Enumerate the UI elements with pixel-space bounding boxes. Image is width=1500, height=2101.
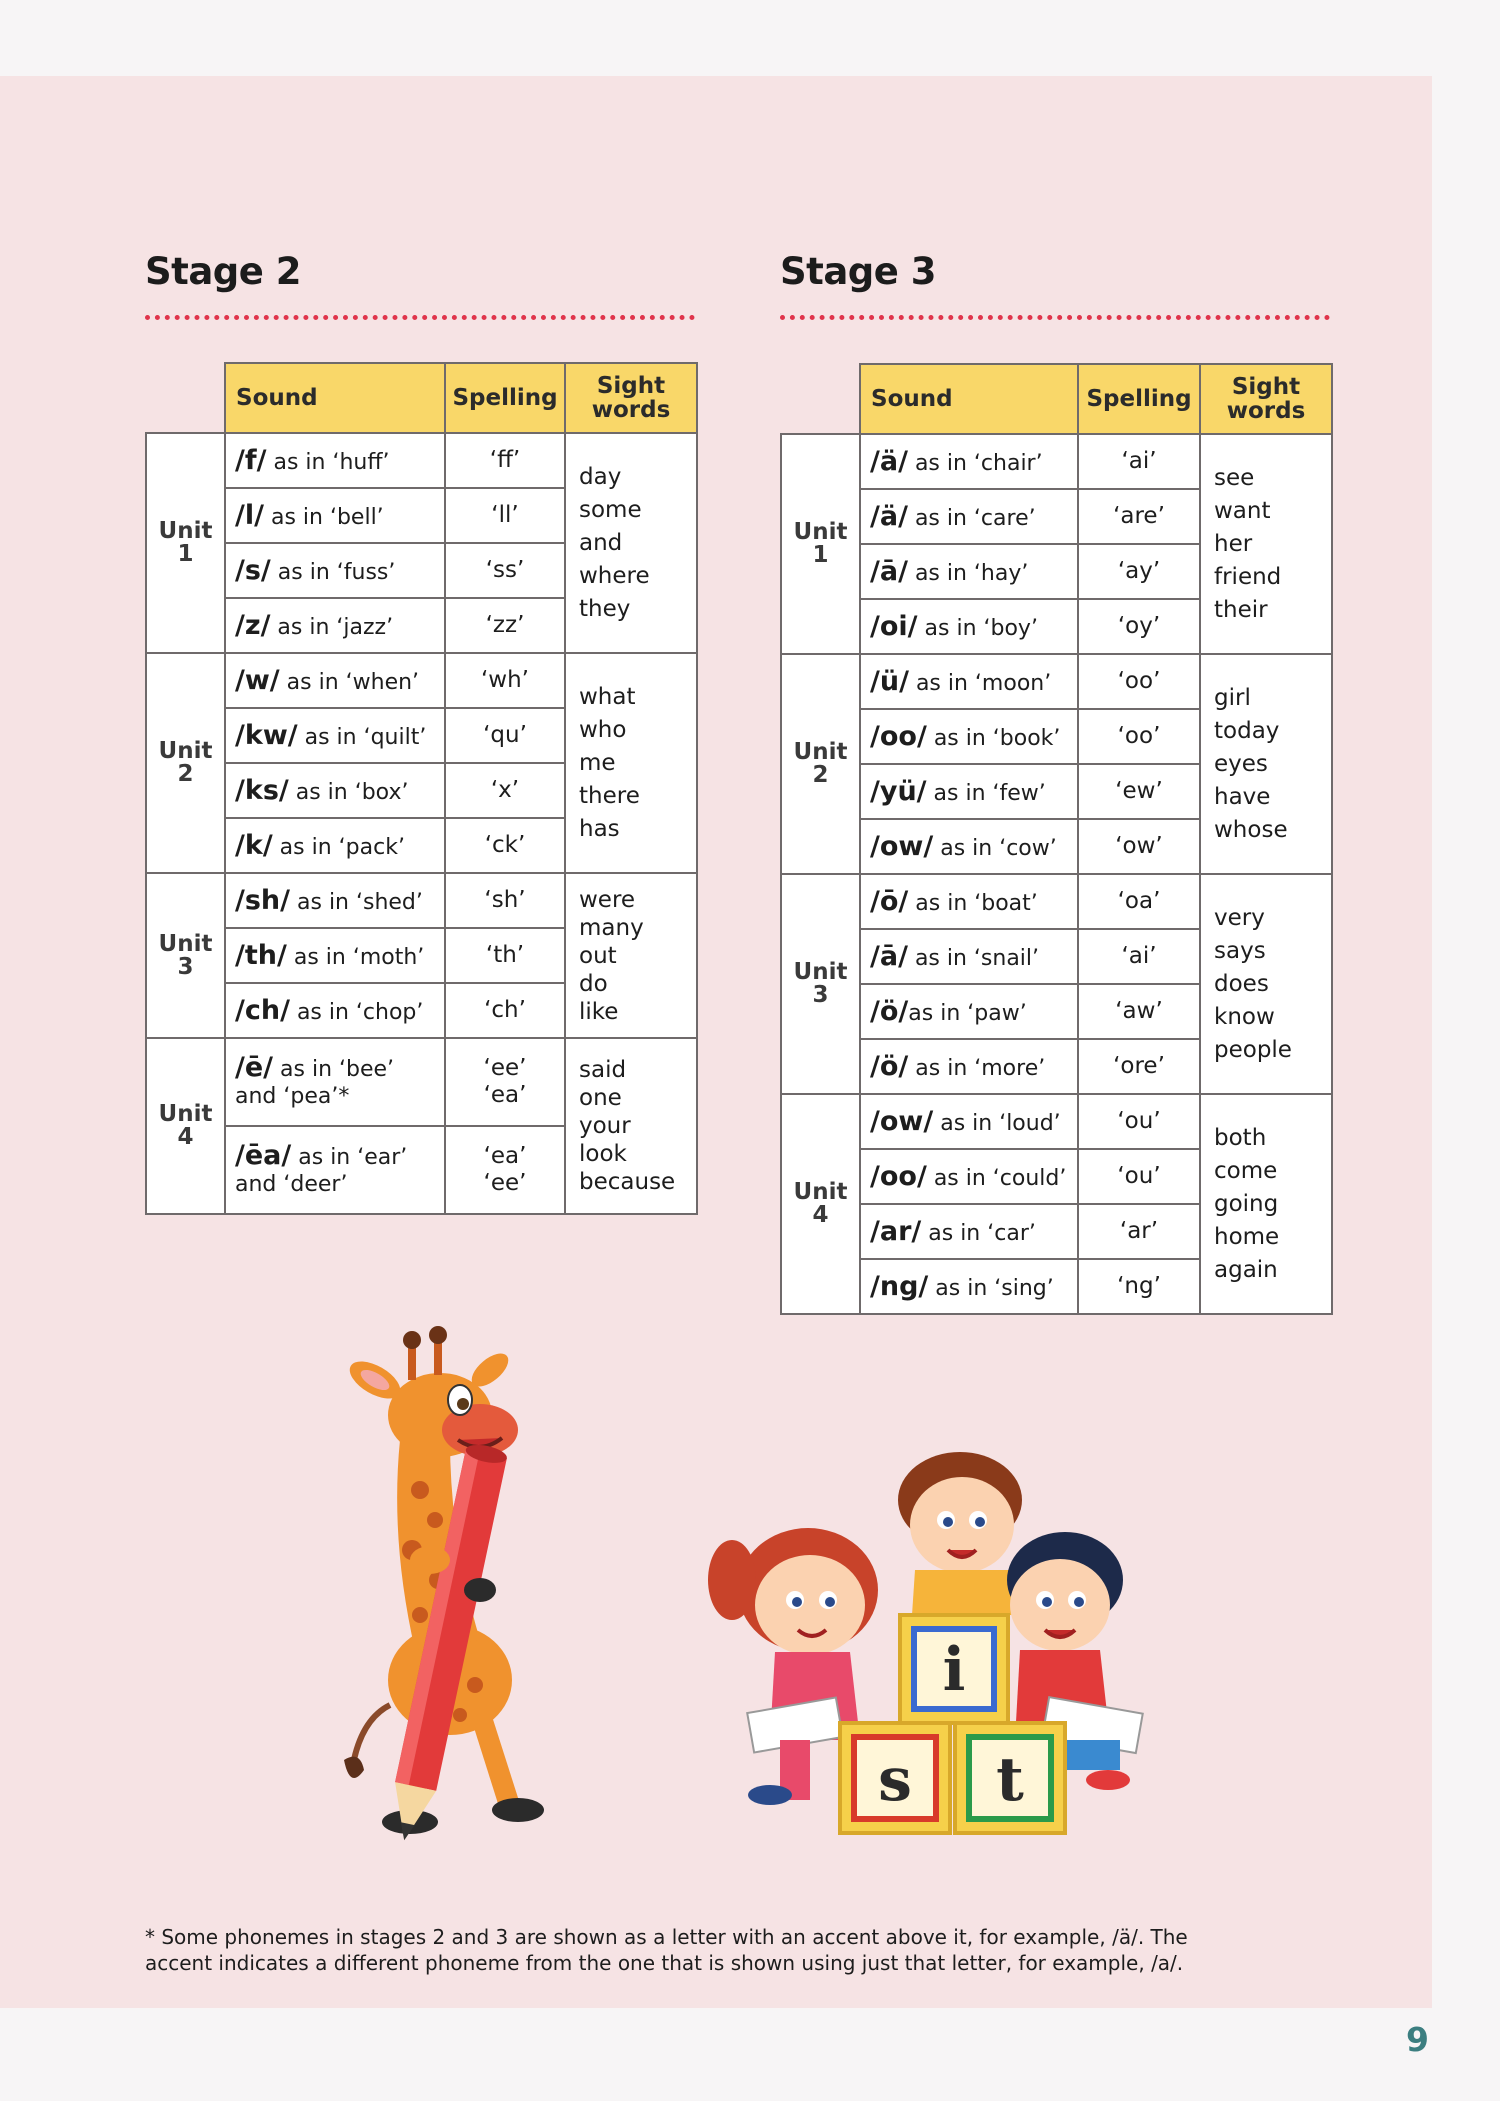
- unit-number: 1: [177, 541, 194, 567]
- letter-block-t: [955, 1723, 1065, 1833]
- table-row: [781, 1094, 1332, 1149]
- spelling: ‘x’: [490, 777, 520, 803]
- header-sound: Sound: [225, 363, 445, 433]
- example-word: as in ‘book’: [926, 726, 1061, 751]
- phoneme-text: /ō/: [870, 886, 909, 917]
- spelling: ‘ng’: [1117, 1273, 1161, 1299]
- spelling: ‘ea’: [483, 1143, 527, 1169]
- header-blank-cell: [781, 364, 860, 434]
- example-word: as in ‘paw’: [908, 1001, 1027, 1026]
- spelling-cell: [1078, 434, 1200, 489]
- phoneme-text: /oo/: [870, 1161, 927, 1192]
- spelling-cell: [445, 653, 565, 708]
- spelling: ‘ou’: [1117, 1163, 1161, 1189]
- sight-words-cell: [1200, 1094, 1332, 1314]
- sound-cell: [860, 709, 1078, 764]
- unit-label: Unit: [158, 930, 213, 957]
- spelling-cell: [445, 1038, 565, 1126]
- phoneme-text: /ēa/: [235, 1140, 292, 1171]
- spelling-cell: [445, 818, 565, 873]
- spelling: ‘ee’: [483, 1055, 527, 1081]
- spelling-cell: [1078, 1039, 1200, 1094]
- unit-label: Unit: [793, 519, 848, 545]
- phoneme: [870, 886, 908, 917]
- phoneme-text: /kw/: [235, 720, 298, 751]
- phoneme-text: /oo/: [870, 721, 927, 752]
- spelling-2: ‘ea’: [483, 1082, 527, 1108]
- sight-word: her: [1214, 530, 1253, 557]
- sight-word: where: [579, 562, 650, 589]
- header-spelling: Spelling: [1078, 364, 1200, 434]
- example-word: as in ‘could’: [926, 1166, 1067, 1191]
- sight-word: see: [1214, 464, 1255, 491]
- sound-cell: [860, 819, 1078, 874]
- sight-word: their: [1214, 596, 1268, 623]
- phoneme-text: /ks/: [235, 775, 289, 806]
- spelling-cell: [1078, 764, 1200, 819]
- sight-word: both: [1214, 1124, 1267, 1151]
- example-word: as in ‘moon’: [908, 671, 1052, 696]
- sight-word: come: [1214, 1157, 1278, 1184]
- sound-cell: [225, 873, 445, 928]
- spelling-cell: [1078, 874, 1200, 929]
- example-word: as in ‘chop’: [289, 1000, 424, 1025]
- footnote: [145, 1924, 1305, 1976]
- block-letter-i: i: [942, 1635, 966, 1705]
- unit-label: Unit: [158, 518, 213, 544]
- sight-word: want: [1214, 497, 1271, 524]
- example-word: as in ‘quilt’: [297, 725, 427, 750]
- phoneme-text: /z/: [235, 610, 271, 641]
- spelling: ‘ff’: [489, 447, 521, 473]
- phoneme-text: /yü/: [870, 776, 927, 807]
- example-word: as in ‘boy’: [917, 616, 1038, 641]
- spelling: ‘ew’: [1115, 778, 1163, 804]
- spelling-cell: [445, 598, 565, 653]
- header-sight-words: Sight words: [565, 363, 697, 433]
- phoneme-text: /ü/: [870, 666, 909, 697]
- spelling-cell: [445, 488, 565, 543]
- unit-number: 4: [177, 1124, 194, 1150]
- sight-word: has: [579, 815, 620, 842]
- spelling: ‘ss’: [485, 557, 525, 583]
- sight-word: day: [579, 463, 622, 490]
- sight-word: what: [579, 683, 636, 710]
- unit-label-cell: [146, 873, 225, 1038]
- table-row: [781, 434, 1332, 489]
- example-word: as in ‘bee’: [273, 1057, 395, 1082]
- spelling-cell: [445, 543, 565, 598]
- sight-word: some: [579, 496, 642, 523]
- example-word: as in ‘care’: [907, 506, 1036, 531]
- phoneme-text: /ā/: [870, 556, 908, 587]
- spelling: ‘are’: [1113, 503, 1165, 529]
- phoneme: [870, 611, 918, 642]
- phoneme: [235, 995, 290, 1026]
- sight-word: and: [579, 529, 623, 556]
- phoneme-text: /ö/: [870, 1051, 909, 1082]
- phoneme: [235, 1052, 273, 1083]
- spelling: ‘oa’: [1117, 888, 1161, 914]
- phoneme: [235, 830, 273, 861]
- sight-word: people: [1214, 1036, 1292, 1063]
- example-word: as in ‘moth’: [286, 945, 425, 970]
- footnote-line-1: * Some phonemes in stages 2 and 3 are shown as a letter with an accent above it, for example, /ä/. The: [145, 1925, 1188, 1949]
- unit-label: Unit: [158, 738, 213, 764]
- sight-word: they: [579, 595, 631, 622]
- spelling-cell: [1078, 489, 1200, 544]
- spelling: ‘ou’: [1117, 1108, 1161, 1134]
- example-word: as in ‘sing’: [928, 1276, 1054, 1301]
- phoneme-text: /ng/: [870, 1271, 929, 1302]
- header-row: [146, 363, 697, 433]
- example-word: as in ‘pack’: [272, 835, 405, 860]
- phoneme-text: /ē/: [235, 1052, 274, 1083]
- spelling-cell: [1078, 1149, 1200, 1204]
- unit-label-cell: [146, 433, 225, 653]
- sight-word: like: [579, 998, 619, 1025]
- unit-number: 1: [812, 542, 829, 568]
- sound-cell: [860, 1039, 1078, 1094]
- spelling: ‘th’: [485, 942, 525, 968]
- example-word: as in ‘hay’: [907, 561, 1029, 586]
- spelling: ‘aw’: [1115, 998, 1163, 1024]
- spelling-cell: [445, 1126, 565, 1214]
- table-row: [146, 1038, 697, 1126]
- unit-number: 4: [812, 1202, 829, 1228]
- sound-cell: [225, 488, 445, 543]
- spelling: ‘ch’: [484, 997, 526, 1023]
- unit-label: Unit: [793, 1179, 848, 1205]
- sound-cell: [225, 1126, 445, 1214]
- phoneme-text: /ä/: [870, 446, 908, 477]
- phoneme-text: /s/: [235, 555, 271, 586]
- unit-label: Unit: [793, 959, 848, 985]
- example-word: as in ‘shed’: [290, 890, 423, 915]
- giraffe-with-pencil-illustration: [330, 1320, 560, 1860]
- header-row: [781, 364, 1332, 434]
- example-word: as in ‘more’: [908, 1056, 1046, 1081]
- phoneme: [870, 831, 933, 862]
- sight-word: one: [579, 1085, 622, 1111]
- sound-cell: [860, 1094, 1078, 1149]
- example-word: as in ‘when’: [279, 670, 420, 695]
- example-word: as in ‘box’: [288, 780, 409, 805]
- sound-cell: [860, 434, 1078, 489]
- footnote-line-2: accent indicates a different phoneme from the one that is shown using just that letter, for example, /a/.: [145, 1951, 1184, 1975]
- table-row: [146, 433, 697, 488]
- example-word: as in ‘ear’: [291, 1145, 408, 1170]
- phoneme: [235, 775, 289, 806]
- phoneme-text: /ow/: [870, 831, 934, 862]
- unit-label-cell: [146, 653, 225, 873]
- example-word: as in ‘jazz’: [270, 615, 394, 640]
- unit-number: 2: [812, 762, 829, 788]
- sight-word: look: [579, 1141, 627, 1167]
- sight-word: do: [579, 970, 608, 997]
- sound-cell: [225, 818, 445, 873]
- unit-label: Unit: [793, 739, 848, 765]
- phoneme-text: /sh/: [235, 885, 291, 916]
- header-spelling: Spelling: [445, 363, 565, 433]
- phoneme: [870, 721, 927, 752]
- table-row: [781, 654, 1332, 709]
- phoneme-text: /ö/: [870, 996, 909, 1027]
- phoneme: [235, 940, 287, 971]
- sound-cell: [860, 599, 1078, 654]
- sound-cell: [225, 708, 445, 763]
- spelling: ‘ore’: [1113, 1053, 1165, 1079]
- phoneme: [870, 1051, 908, 1082]
- sight-word: home: [1214, 1223, 1280, 1250]
- phoneme: [870, 501, 908, 532]
- example-word: as in ‘loud’: [933, 1111, 1061, 1136]
- unit-number: 3: [812, 982, 829, 1008]
- sound-cell: [860, 764, 1078, 819]
- sound-cell: [860, 489, 1078, 544]
- sight-word: eyes: [1214, 750, 1268, 777]
- spelling: ‘ay’: [1117, 558, 1161, 584]
- spelling-cell: [445, 433, 565, 488]
- spelling: ‘oo’: [1117, 668, 1161, 694]
- phoneme: [235, 665, 280, 696]
- table-row: [146, 873, 697, 928]
- sight-words-cell: [565, 1038, 697, 1214]
- letter-block-s: [840, 1723, 950, 1833]
- sight-word: know: [1214, 1003, 1275, 1030]
- phoneme: [235, 720, 298, 751]
- phoneme-text: /w/: [235, 665, 280, 696]
- header-blank-cell: [146, 363, 225, 433]
- phoneme-text: /l/: [235, 500, 264, 531]
- spelling-cell: [1078, 929, 1200, 984]
- stage3-divider: [780, 315, 1330, 320]
- phoneme: [235, 555, 271, 586]
- spelling: ‘oy’: [1117, 613, 1161, 639]
- sight-word: out: [579, 942, 617, 969]
- sight-word: said: [579, 1057, 627, 1083]
- example-word: as in ‘bell’: [263, 505, 384, 530]
- example-word-2: and ‘pea’*: [235, 1084, 350, 1109]
- spelling-cell: [1078, 544, 1200, 599]
- sight-words-cell: [565, 873, 697, 1038]
- spelling: ‘qu’: [483, 722, 527, 748]
- spelling: ‘ll’: [491, 502, 519, 528]
- sight-word: today: [1214, 717, 1280, 744]
- unit-number: 2: [177, 761, 194, 787]
- spelling-cell: [1078, 1094, 1200, 1149]
- unit-label-cell: [146, 1038, 225, 1214]
- spelling: ‘sh’: [484, 887, 526, 913]
- example-word: as in ‘boat’: [908, 891, 1038, 916]
- sight-words-cell: [1200, 654, 1332, 874]
- example-word-2: and ‘deer’: [235, 1172, 348, 1197]
- sight-word: again: [1214, 1256, 1278, 1283]
- sight-word: who: [579, 716, 627, 743]
- phoneme-text: /ar/: [870, 1216, 922, 1247]
- unit-label-cell: [781, 434, 860, 654]
- unit-label-cell: [781, 654, 860, 874]
- phoneme: [870, 1161, 927, 1192]
- sound-cell: [225, 543, 445, 598]
- sight-word: girl: [1214, 684, 1251, 711]
- spelling-cell: [1078, 709, 1200, 764]
- block-letter-s: s: [878, 1745, 912, 1815]
- stage3-title: Stage 3: [780, 250, 937, 293]
- spelling-cell: [1078, 1204, 1200, 1259]
- phoneme: [235, 445, 266, 476]
- sight-word: your: [579, 1113, 631, 1139]
- spelling-cell: [445, 873, 565, 928]
- example-word: as in ‘cow’: [933, 836, 1057, 861]
- kids-reading-on-blocks-illustration: [700, 1440, 1160, 1860]
- stage2-table: [145, 362, 698, 1215]
- sight-word: friend: [1214, 563, 1282, 590]
- phoneme: [870, 1271, 928, 1302]
- spelling-cell: [445, 708, 565, 763]
- example-word: as in ‘fuss’: [270, 560, 396, 585]
- phoneme: [870, 996, 908, 1027]
- phoneme: [235, 610, 270, 641]
- stage2-title: Stage 2: [145, 250, 302, 293]
- phoneme-text: /th/: [235, 940, 287, 971]
- unit-label: Unit: [158, 1101, 213, 1127]
- phoneme: [870, 776, 927, 807]
- sight-word: very: [1214, 904, 1265, 931]
- sight-word: going: [1214, 1190, 1279, 1217]
- spelling-cell: [445, 763, 565, 818]
- phoneme-text: /ch/: [235, 995, 290, 1026]
- table-row: [781, 874, 1332, 929]
- spelling-cell: [445, 983, 565, 1038]
- sight-word: were: [579, 886, 636, 913]
- unit-label-cell: [781, 874, 860, 1094]
- sound-cell: [225, 1038, 445, 1126]
- spelling: ‘ar’: [1119, 1218, 1159, 1244]
- sight-word: have: [1214, 783, 1271, 810]
- phoneme: [235, 1140, 291, 1171]
- sight-words-cell: [565, 653, 697, 873]
- spelling: ‘ai’: [1121, 943, 1157, 969]
- page-number: 9: [1406, 2020, 1429, 2059]
- sight-word: does: [1214, 970, 1269, 997]
- sound-cell: [225, 928, 445, 983]
- phoneme: [235, 885, 290, 916]
- sight-word: says: [1214, 937, 1266, 964]
- block-letter-t: t: [996, 1745, 1024, 1815]
- example-word: as in ‘car’: [921, 1221, 1036, 1246]
- sound-cell: [225, 653, 445, 708]
- stage3-table: [780, 363, 1333, 1315]
- sound-cell: [860, 544, 1078, 599]
- sight-word: there: [579, 782, 640, 809]
- sound-cell: [860, 984, 1078, 1039]
- example-word: as in ‘few’: [926, 781, 1046, 806]
- sight-words-cell: [1200, 434, 1332, 654]
- stage2-divider: [145, 315, 695, 320]
- sight-words-cell: [1200, 874, 1332, 1094]
- phoneme-text: /k/: [235, 830, 273, 861]
- sound-cell: [860, 1149, 1078, 1204]
- unit-number: 3: [177, 953, 194, 980]
- sound-cell: [860, 874, 1078, 929]
- phoneme: [870, 941, 908, 972]
- sight-words-cell: [565, 433, 697, 653]
- example-word: as in ‘snail’: [907, 946, 1040, 971]
- spelling: ‘ow’: [1115, 833, 1163, 859]
- sight-word: whose: [1214, 816, 1288, 843]
- spelling-cell: [1078, 984, 1200, 1039]
- example-word: as in ‘chair’: [907, 451, 1043, 476]
- phoneme-text: /ow/: [870, 1106, 934, 1137]
- phoneme-text: /f/: [235, 445, 267, 476]
- spelling-cell: [1078, 819, 1200, 874]
- sight-word: many: [579, 914, 644, 941]
- sound-cell: [225, 763, 445, 818]
- spelling: ‘wh’: [480, 667, 529, 693]
- table-row: [146, 653, 697, 708]
- header-sound: Sound: [860, 364, 1078, 434]
- phoneme: [870, 1106, 933, 1137]
- phoneme: [870, 1216, 921, 1247]
- sound-cell: [225, 598, 445, 653]
- unit-label-cell: [781, 1094, 860, 1314]
- sound-cell: [225, 433, 445, 488]
- phoneme-text: /ä/: [870, 501, 908, 532]
- spelling: ‘zz’: [485, 612, 525, 638]
- phoneme-text: /ā/: [870, 941, 908, 972]
- spelling: ‘ai’: [1121, 448, 1157, 474]
- example-word: as in ‘huff’: [266, 450, 390, 475]
- sound-cell: [860, 1259, 1078, 1314]
- phoneme: [870, 666, 909, 697]
- phoneme: [870, 556, 908, 587]
- spelling-2: ‘ee’: [483, 1170, 527, 1196]
- spelling: ‘oo’: [1117, 723, 1161, 749]
- spelling-cell: [1078, 1259, 1200, 1314]
- letter-block-i: [900, 1615, 1008, 1723]
- sight-word: me: [579, 749, 616, 776]
- sound-cell: [860, 654, 1078, 709]
- spelling-cell: [445, 928, 565, 983]
- spelling-cell: [1078, 654, 1200, 709]
- phoneme: [870, 446, 908, 477]
- spelling-cell: [1078, 599, 1200, 654]
- phoneme: [235, 500, 264, 531]
- spelling: ‘ck’: [484, 832, 526, 858]
- sound-cell: [225, 983, 445, 1038]
- sound-cell: [860, 1204, 1078, 1259]
- phoneme-text: /oi/: [870, 611, 918, 642]
- sight-word: because: [579, 1169, 676, 1195]
- header-sight-words: Sight words: [1200, 364, 1332, 434]
- sound-cell: [860, 929, 1078, 984]
